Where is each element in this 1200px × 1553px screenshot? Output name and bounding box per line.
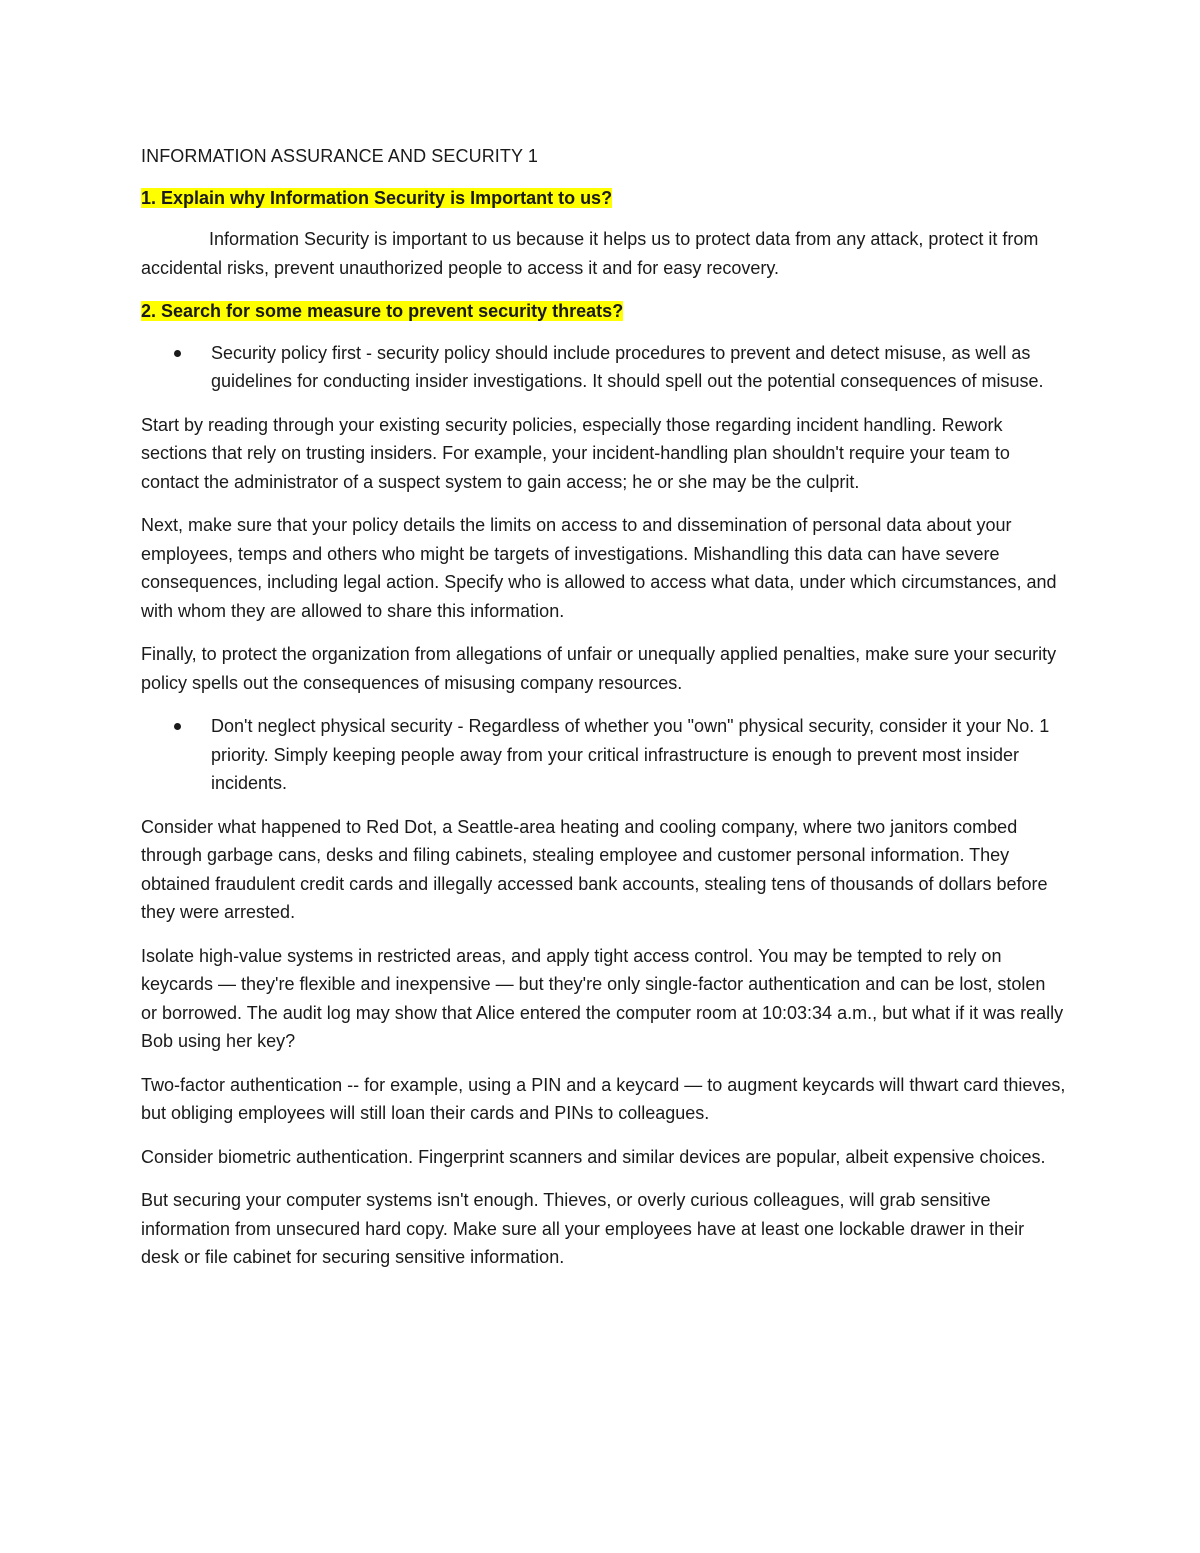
document-title: INFORMATION ASSURANCE AND SECURITY 1 [141,146,538,166]
paragraph-penalties: Finally, to protect the organization from allegations of unfair or unequally applied penalties, make sure your security policy spells out the consequences of misusing company resources. [141,644,1057,693]
paragraph-two-factor: Two-factor authentication -- for example, using a PIN and a keycard — to augment keycards will thwart card thieves, but obliging employees will still loan their cards and PINs to colleagues. [141,1074,1066,1123]
question-1-highlight: 1. Explain why Information Security is Important to us? [141,187,613,208]
bullet-text-security-policy: Security policy first - security policy should include procedures to prevent and detect misuse, as well as guidelines for conducting insider investigations. It should spell out the potential consequences of misuse. [211,342,1044,391]
document-page [141,142,1066,1287]
list-item [141,712,1066,798]
question-2 [141,297,1066,326]
paragraph-hard-copy: But securing your computer systems isn't enough. Thieves, or overly curious colleagues, will grab sensitive information from unsecured hard copy. Make sure all your employees have at least one lockable drawer in their desk or file cabinet for securing sensitive information. [141,1190,1025,1267]
paragraph-red-dot: Consider what happened to Red Dot, a Seattle-area heating and cooling company, where two janitors combed through garbage cans, desks and filing cabinets, stealing employee and customer personal information. They obtained fraudulent credit cards and illegally accessed bank accounts, stealing tens of thousands of dollars before they were arrested. [141,816,1048,922]
list-item [141,339,1066,396]
answer-1-paragraph: Information Security is important to us because it helps us to protect data from any attack, protect it from accidental risks, prevent unauthorized people to access it and for easy recovery. [141,229,1039,278]
bullet-list-2 [141,712,1066,798]
paragraph-isolate-systems: Isolate high-value systems in restricted areas, and apply tight access control. You may be tempted to rely on keycards — they're flexible and inexpensive — but they're only single-factor authentication and can be lost, stolen or borrowed. The audit log may show that Alice entered the computer room at 10:03:34 a.m., but what if it was really Bob using her key? [141,945,1064,1051]
paragraph-personal-data: Next, make sure that your policy details the limits on access to and dissemination of personal data about your employees, temps and others who might be targets of investigations. Mishandling this data can have severe consequences, including legal action. Specify who is allowed to access what data, under which circumstances, and with whom they are allowed to share this information. [141,515,1057,621]
bullet-icon [174,723,181,730]
bullet-icon [174,350,181,357]
bullet-text-physical-security: Don't neglect physical security - Regardless of whether you "own" physical security, consider it your No. 1 priority. Simply keeping people away from your critical infrastructure is enough to prevent most insider incidents. [211,716,1050,793]
paragraph-biometric: Consider biometric authentication. Fingerprint scanners and similar devices are popular, albeit expensive choices. [141,1146,1046,1167]
question-1 [141,184,1066,213]
paragraph-existing-policies: Start by reading through your existing security policies, especially those regarding incident handling. Rework sections that rely on trusting insiders. For example, your incident-handling plan shouldn't require your team to contact the administrator of a suspect system to gain access; he or she may be the culprit. [141,414,1010,492]
question-2-highlight: 2. Search for some measure to prevent security threats? [141,301,624,321]
bullet-list-1 [141,339,1066,396]
